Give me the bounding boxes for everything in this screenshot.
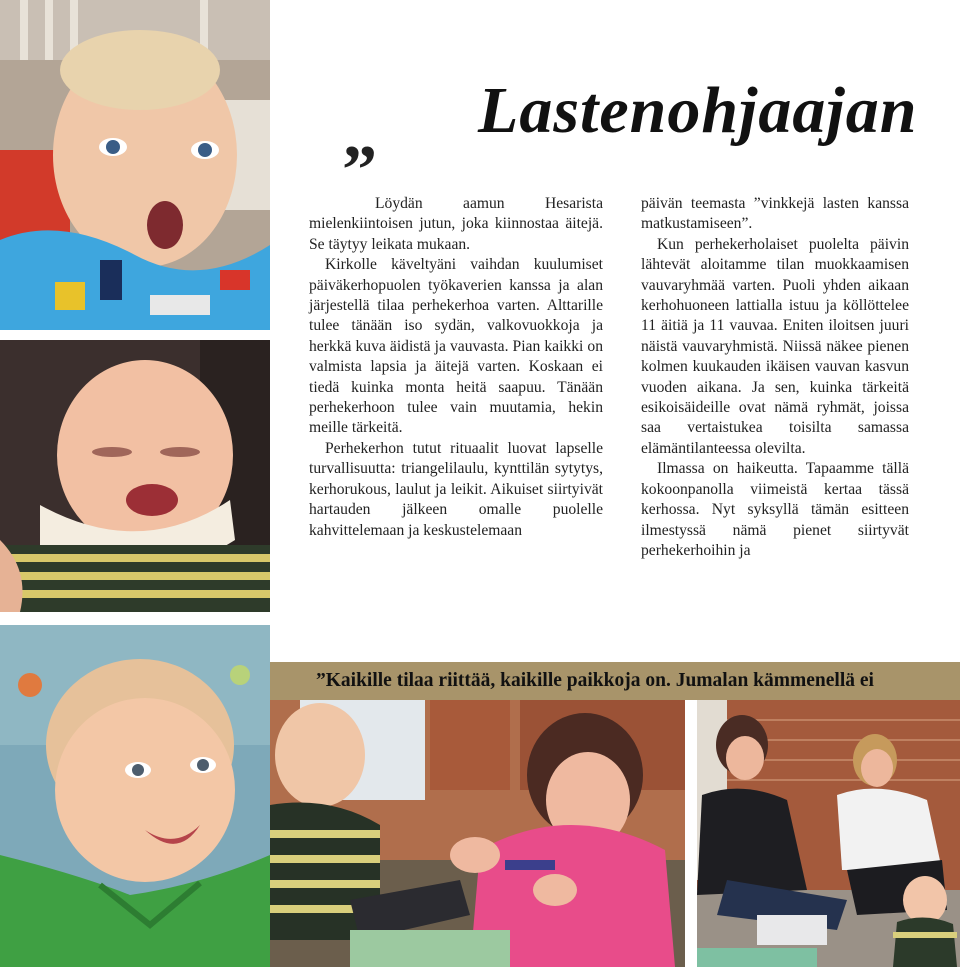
paragraph: Kirkolle käveltyäni vaihdan kuulumiset päiväkerhopuolen työkaverien kanssa ja alan järjestellä tilaa perhekerhoa varten. Alttarille tulee tänään iso sydän, valkovuokkoja ja herkkä kuva äidistä ja vauvasta. Pian kaikki on valmista lapsia ja äitejä varten. Koskaan ei tiedä kuinka monta heitä saapuu. Tänään perhekerhoon tulee vain muutamia, hekin meille tärkeitä. (309, 256, 603, 437)
photo-mothers-group (697, 700, 960, 967)
photo-leader-with-baby (270, 700, 685, 967)
paragraph: Kun perhekerholaiset puolelta päivin lähtevät aloitamme tilan muokkaamisen vauvaryhmää varten. Puoli yhden aikaan kerhohuoneen lattialla istuu ja köllöttelee 11 äitiä ja 11 vauvaa. Eniten iloitsen juuri näistä vauvaryhmistä. Niissä näkee pienen kolmen kuukauden ikäisen vauvan kasvun vuoden aikana. Ja sen, kuinka tärkeitä esikoisäideille ovat nämä ryhmät, joissa saa vertaistukea toisilta samassa elämäntilanteessa olevilta. (641, 235, 909, 457)
text-column-2 (641, 194, 909, 561)
paragraph: Ilmassa on haikeutta. Tapaamme tällä kokoonpanolla viimeistä kertaa tässä kerhossa. Nyt syksyllä tämän esitteen ilmestyssä nämä pienet siirtyvät perhekerhoihin ja (641, 460, 909, 559)
paragraph: Löydän aamun Hesarista mielenkiintoisen jutun, joka kiinnostaa äitejä. Se täytyy leikata mukaan. (309, 195, 603, 253)
paragraph: Perhekerhon tutut rituaalit luovat lapselle turvallisuutta: triangelilaulu, kynttilän sytytys, kerhorukous, laulut ja leikit. Aikuiset siirtyivät hartauden jälkeen omalle puolelle kahvittelemaan ja keskustelemaan (309, 439, 603, 539)
text-column-1 (309, 194, 603, 541)
pull-quote: ”Kaikille tilaa riittää, kaikille paikkoja on. Jumalan kämmenellä ei (316, 670, 874, 691)
photo-baby-crying (0, 340, 270, 612)
photo-baby-smiling (0, 625, 270, 967)
article-title: Lastenohjaajan (478, 74, 918, 147)
quote-mark: ” (342, 132, 377, 209)
photo-baby-surprised (0, 0, 270, 330)
paragraph: päivän teemasta ”vinkkejä lasten kanssa matkustamiseen”. (641, 195, 909, 233)
